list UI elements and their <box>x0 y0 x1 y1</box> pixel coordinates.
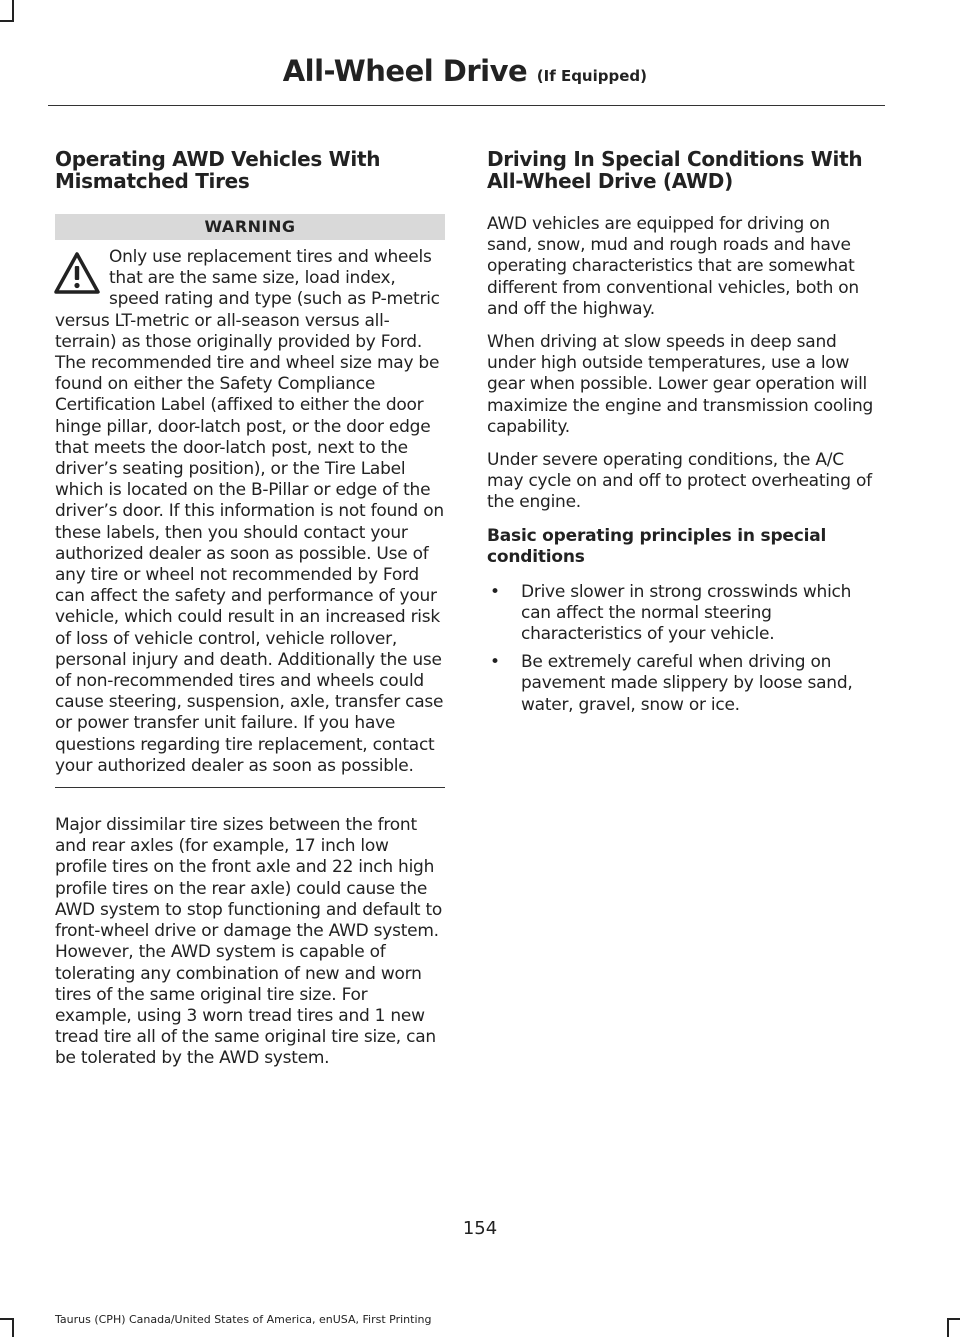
header-divider <box>48 105 885 106</box>
page-number: 154 <box>462 1218 498 1239</box>
warning-text: Only use replacement tires and wheels that are the same size, load index, speed rating and type (such as P-metric versus LT-metric or all-season versus all-terrain) as those originally provided by Ford. The recommended tire and wheel size may be found on either the Safety Compliance Certification Label (affixed to either the door hinge pillar, door-latch post, or the door edge that meets the door-latch post, next to the driver’s seating position), or the Tire Label which is located on the B-Pillar or edge of the driver’s door. If this information is not found on these labels, then you should contact your authorized dealer as soon as possible. Use of any tire or wheel not recommended by Ford can affect the safety and performance of your vehicle, which could result in an increased risk of loss of vehicle control, vehicle rollover, personal injury and death. Additionally the use of non-recommended tires and wheels could cause steering, suspension, axle, transfer case or power transfer unit failure. If you have questions regarding tire replacement, contact your authorized dealer as soon as possible. <box>55 247 444 776</box>
crop-mark <box>12 1318 14 1337</box>
crop-mark <box>947 1318 960 1320</box>
header-title-text: All-Wheel Drive <box>282 54 528 88</box>
warning-banner: WARNING <box>55 214 445 240</box>
page-header-title <box>283 54 647 88</box>
list-item <box>487 652 877 716</box>
body-paragraph: Under severe operating conditions, the A/C may cycle on and off to protect overheating of the engine. <box>487 450 872 513</box>
list-item <box>487 582 877 646</box>
footer-text: Taurus (CPH) Canada/United States of America, enUSA, First Printing <box>55 1313 432 1326</box>
section-heading-mismatched-tires: Operating AWD Vehicles With Mismatched Tires <box>55 147 381 193</box>
right-column <box>487 148 877 723</box>
list-item-text: Drive slower in strong crosswinds which can affect the normal steering characteristics of your vehicle. <box>521 581 852 645</box>
crop-mark <box>0 20 14 22</box>
body-paragraph: Major dissimilar tire sizes between the front and rear axles (for example, 17 inch low profile tires on the front axle and 22 inch high profile tires on the rear axle) could cause the AWD system to stop functioning and default to front-wheel drive or damage the AWD system. However, the AWD system is capable of tolerating any combination of new and worn tires of the same original tire size. For example, using 3 worn tread tires and 1 new tread tire all of the same original tire size, can be tolerated by the AWD system. <box>55 815 443 1069</box>
left-column <box>55 148 445 1082</box>
bullet-marker: • <box>490 652 500 673</box>
crop-mark <box>0 1318 14 1320</box>
warning-box <box>55 247 445 788</box>
warning-triangle-icon <box>53 251 101 295</box>
subheading-basic-principles: Basic operating principles in special conditions <box>487 525 827 567</box>
bullet-marker: • <box>490 581 500 602</box>
body-paragraph: AWD vehicles are equipped for driving on sand, snow, mud and rough roads and have operating characteristics that are somewhat different from conventional vehicles, both on and off the highway. <box>487 214 859 319</box>
section-heading-special-conditions: Driving In Special Conditions With All-Wheel Drive (AWD) <box>487 147 863 193</box>
body-paragraph: When driving at slow speeds in deep sand under high outside temperatures, use a low gear when possible. Lower gear operation will maximize the engine and transmission cooling capability. <box>487 332 874 437</box>
list-item-text: Be extremely careful when driving on pavement made slippery by loose sand, water, gravel, snow or ice. <box>521 652 853 715</box>
crop-mark <box>12 0 14 20</box>
bullet-list <box>487 582 877 716</box>
header-subtitle: (If Equipped) <box>536 67 647 85</box>
crop-mark <box>947 1318 949 1337</box>
